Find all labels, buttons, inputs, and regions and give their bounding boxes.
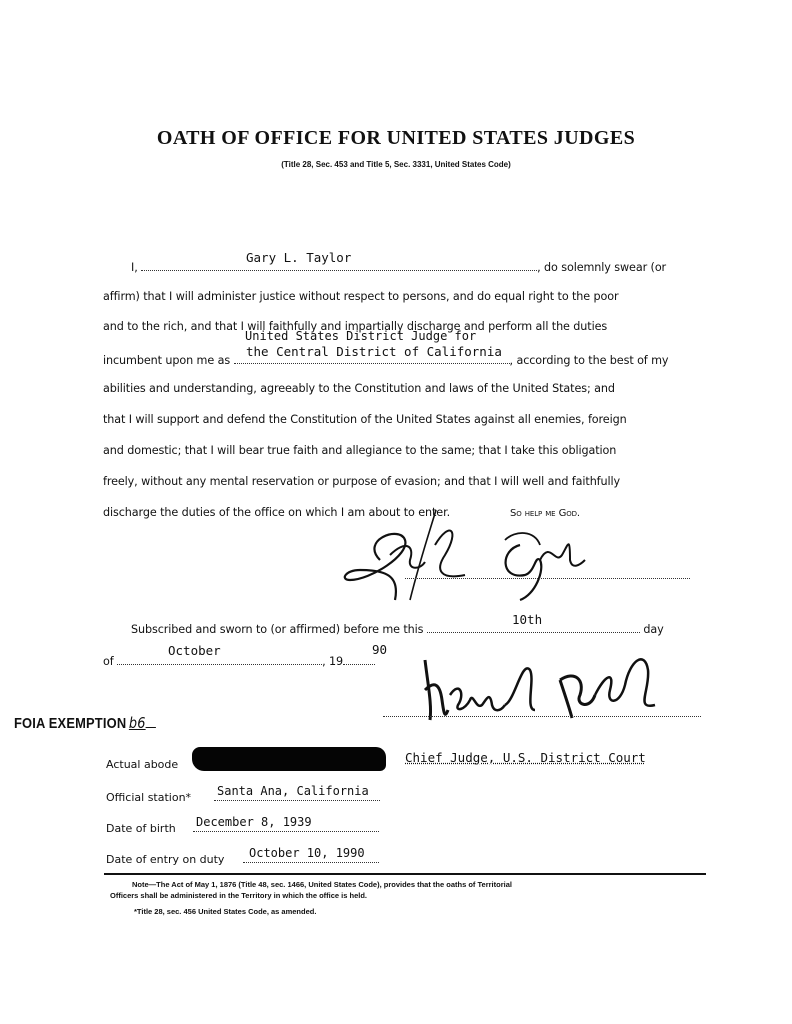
entry-value: October 10, 1990 xyxy=(249,846,365,860)
birth-value: December 8, 1939 xyxy=(196,815,312,829)
footnote-line-2: Officers shall be administered in the Territory in which the office is held. xyxy=(110,891,367,900)
oath-line-1 xyxy=(131,258,666,274)
birth-field xyxy=(193,831,379,832)
entry-field xyxy=(243,862,379,863)
oath-line-3: and to the rich, and that I will faithfully and impartially discharge and perform all the duties xyxy=(103,320,608,333)
oath-line-4-start: incumbent upon me as xyxy=(103,354,231,367)
year-value: 90 xyxy=(372,642,388,657)
oath-line-2: affirm) that I will administer justice without respect to persons, and do equal right to the poor xyxy=(103,290,619,303)
document-subtitle: (Title 28, Sec. 453 and Title 5, Sec. 3331, United States Code) xyxy=(281,160,511,169)
birth-label: Date of birth xyxy=(106,822,176,835)
oath-pronoun: I, xyxy=(131,261,138,274)
oath-line-7: and domestic; that I will bear true faith and allegiance to the same; that I take this obligation xyxy=(103,444,617,457)
oath-line-5: abilities and understanding, agreeably to the Constitution and laws of the United States; and xyxy=(103,382,615,395)
footer-divider xyxy=(104,873,706,875)
redaction-bar xyxy=(192,747,386,771)
day-value: 10th xyxy=(512,612,543,627)
oath-line-9: discharge the duties of the office on which I am about to enter. xyxy=(103,506,451,519)
oath-line-6: that I will support and defend the Constitution of the United States against all enemies, foreign xyxy=(103,413,627,426)
foia-exemption-label xyxy=(14,714,156,732)
station-field xyxy=(214,800,380,801)
year-prefix: , 19 xyxy=(322,655,344,668)
footnote-line-1: Note—The Act of May 1, 1876 (Title 48, sec. 1466, United States Code), provides that the oaths of Territorial xyxy=(132,880,512,889)
footnote-star: *Title 28, sec. 456 United States Code, as amended. xyxy=(134,907,317,916)
judge-name: Gary L. Taylor xyxy=(246,250,352,265)
officer-title: Chief Judge, U.S. District Court xyxy=(405,750,646,765)
office-title-line-2: the Central District of California xyxy=(246,344,502,359)
officer-signature-line xyxy=(383,716,701,717)
signature-line xyxy=(405,578,690,579)
oath-line-4-end: , according to the best of my xyxy=(509,354,669,367)
abode-label: Actual abode xyxy=(106,758,179,771)
oath-line-4 xyxy=(103,351,668,367)
entry-label: Date of entry on duty xyxy=(106,853,225,866)
foia-label-text: FOIA EXEMPTION xyxy=(14,715,127,732)
day-label: day xyxy=(643,623,664,636)
sworn-intro: Subscribed and sworn to (or affirmed) before me this xyxy=(131,623,424,636)
oath-line-8: freely, without any mental reservation or purpose of evasion; and that I will well and faithfully xyxy=(103,475,621,488)
office-title-line-1: United States District Judge for xyxy=(245,329,477,343)
document-title: OATH OF OFFICE FOR UNITED STATES JUDGES xyxy=(156,127,636,149)
station-label: Official station* xyxy=(106,791,192,804)
judge-signature xyxy=(340,500,620,610)
office-field xyxy=(234,351,510,364)
so-help-me-god: So help me God. xyxy=(510,508,580,519)
oath-line-1-end: , do solemnly swear (or xyxy=(537,261,667,274)
month-line xyxy=(103,652,375,668)
foia-code: b6 xyxy=(128,714,146,732)
sworn-line xyxy=(131,620,664,636)
year-field xyxy=(343,652,375,665)
station-value: Santa Ana, California xyxy=(217,784,369,798)
of-label: of xyxy=(103,655,114,668)
month-value: October xyxy=(168,643,221,658)
